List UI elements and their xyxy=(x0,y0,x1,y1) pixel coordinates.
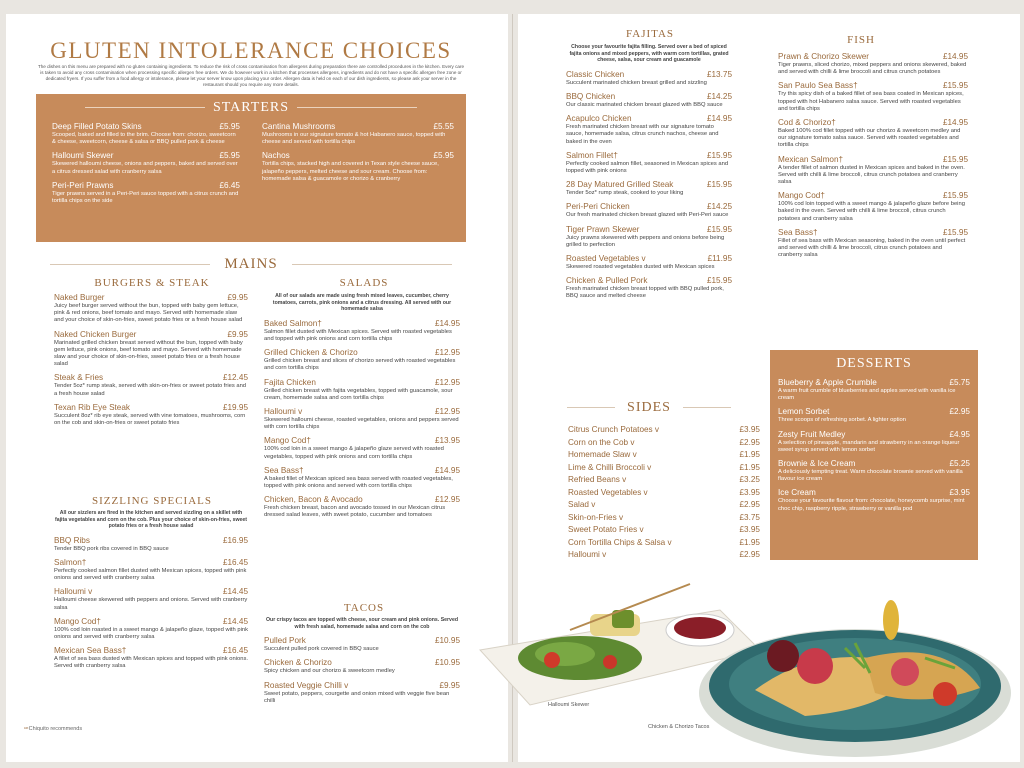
side-item xyxy=(568,449,760,462)
menu-item xyxy=(778,81,968,113)
menu-item xyxy=(566,276,732,300)
menu-item-price: £15.95 xyxy=(706,150,732,160)
tacos-note: Our crispy tacos are topped with cheese, sour cream and pink onions. Served with fresh salad, homemade salsa and corn on the cob xyxy=(266,617,458,630)
salads-title: SALADS xyxy=(339,277,389,289)
desserts-title: DESSERTS xyxy=(836,356,912,371)
menu-item-description: Tiger prawns served in a Peri-Peri sauce topped with a citrus crunch and tortilla chips on the side xyxy=(52,190,239,205)
menu-item-description: Tortilla chips, stacked high and covered in Texan style cheese sauce, jalapeño peppers, melted cheese and sour cream. Choose from: homemade salsa & guacamole or chorizo & cranberry xyxy=(262,161,439,182)
side-item-price: £3.95 xyxy=(739,525,760,534)
fajitas-note: Choose your favourite fajita filling. Served over a bed of spiced fajita onions and mixed peppers, with warm corn tortillas, grated cheese, salsa, sour cream and guacamole xyxy=(569,44,729,64)
menu-item-name: Blueberry & Apple Crumble xyxy=(778,378,877,387)
menu-item-price: £14.45 xyxy=(222,587,248,597)
sides-title: SIDES xyxy=(566,400,732,416)
menu-item-name: BBQ Chicken xyxy=(566,91,616,101)
burgers-column xyxy=(54,293,248,432)
menu-item-price: £12.95 xyxy=(434,348,460,358)
side-item xyxy=(568,474,760,487)
menu-item-description: Succulent marinated chicken breast grilled and sizzling xyxy=(566,79,707,86)
menu-item-name: San Paulo Sea Bass† xyxy=(778,81,858,91)
menu-item xyxy=(778,191,968,223)
side-item-price: £1.95 xyxy=(739,537,760,547)
menu-item-price: £9.95 xyxy=(227,293,248,302)
tacos-column xyxy=(264,617,460,710)
menu-item xyxy=(262,151,454,183)
menu-item xyxy=(264,319,460,343)
menu-item-name: Mexican Salmon† xyxy=(778,154,844,164)
menu-item-name: Roasted Veggie Chilli v xyxy=(264,680,349,690)
menu-item-name: Halloumi Skewer xyxy=(52,151,114,161)
side-item xyxy=(568,512,760,525)
menu-item xyxy=(566,92,732,109)
menu-item-name: BBQ Ribs xyxy=(54,535,90,545)
menu-item-price: £14.95 xyxy=(706,114,732,124)
chiquito-recommends-note: ✑ Chiquito recommends xyxy=(24,726,82,732)
menu-item-name: Peri-Peri Chicken xyxy=(566,202,630,212)
menu-item-description: Our classic marinated chicken breast glazed with BBQ sauce xyxy=(566,101,723,108)
fish-title: FISH xyxy=(847,34,875,46)
menu-item-description: Grilled chicken breast with fajita vegetables, topped with guacamole, sour cream, homemade salsa and corn tortilla chips xyxy=(264,387,453,401)
menu-item-price: £5.95 xyxy=(433,151,454,161)
side-item-price: £2.95 xyxy=(739,500,760,509)
menu-item xyxy=(264,636,460,653)
menu-item-name: Zesty Fruit Medley xyxy=(778,429,846,439)
menu-item-description: Perfectly cooked salmon fillet dusted with Mexican spices, topped with pink onions and served with cranberry salsa xyxy=(54,567,247,582)
menu-item-name: Mango Cod† xyxy=(778,191,825,201)
side-item-price: £1.95 xyxy=(739,462,760,472)
menu-item-description: A deliciously tempting treat. Warm chocolate brownie served with vanilla flavour ice cream xyxy=(778,469,963,483)
menu-item-price: £16.95 xyxy=(222,535,248,545)
menu-item-name: Deep Filled Potato Skins xyxy=(52,122,142,131)
menu-item-name: Mexican Sea Bass† xyxy=(54,646,127,656)
menu-item xyxy=(566,114,732,146)
menu-item-price: £15.95 xyxy=(942,227,968,237)
menu-item xyxy=(778,488,970,512)
menu-item-description: Baked 100% cod fillet topped with our chorizo & sweetcorn medley and our signature tomato salsa sauce. Served with roasted vegetables and tortilla chips xyxy=(778,128,961,149)
chicken-chorizo-tacos-photo xyxy=(695,598,1015,760)
menu-item-price: £16.45 xyxy=(222,557,248,567)
menu-item-name: Classic Chicken xyxy=(566,69,625,79)
menu-item-description: Try this spicy dish of a baked fillet of sea bass coated in Mexican spices, topped with hot Habanero salsa sauce. Served with roasted vegetables and tortilla chips xyxy=(778,91,964,112)
menu-item xyxy=(54,330,248,369)
menu-item-name: Roasted Vegetables v xyxy=(566,254,646,264)
menu-item-description: Fresh marinated chicken breast with our signature tomato sauce, homemade salsa, citrus crunch nachos, cheese and baked in the oven xyxy=(566,124,719,145)
menu-item-name: Chicken & Chorizo xyxy=(264,658,332,668)
menu-item-price: £10.95 xyxy=(434,658,460,668)
menu-item xyxy=(264,466,460,490)
menu-item xyxy=(264,378,460,402)
menu-item-name: Acapulco Chicken xyxy=(566,114,632,124)
menu-item-price: £15.95 xyxy=(942,81,968,91)
menu-item-description: Skewered roasted vegetables dusted with Mexican spices xyxy=(566,264,715,271)
menu-item xyxy=(566,225,732,249)
menu-item xyxy=(566,254,732,271)
menu-item-description: A tender fillet of salmon dusted in Mexican spices and baked in the oven. Served with chilli & lime broccoli, citrus crunch potatoes and cranberry salsa xyxy=(778,164,965,186)
sides-column xyxy=(568,424,760,562)
menu-item-description: Sweet potato, peppers, courgette and onion mixed with veggie five bean chilli xyxy=(264,690,450,704)
menu-item-price: £15.95 xyxy=(706,180,732,190)
menu-item xyxy=(778,118,968,150)
menu-item xyxy=(54,617,248,641)
menu-item-price: £14.25 xyxy=(706,202,732,212)
menu-item-name: Mango Cod† xyxy=(264,436,311,446)
menu-item-price: £14.25 xyxy=(706,91,732,101)
menu-item-description: A selection of pineapple, mandarin and strawberry in an orange liqueur sweet syrup served with lemon sorbet xyxy=(778,439,960,453)
menu-item-price: £15.95 xyxy=(942,154,968,164)
side-item xyxy=(568,524,760,537)
menu-item xyxy=(54,403,248,427)
menu-item-name: 28 Day Matured Grilled Steak xyxy=(566,180,674,190)
menu-item-description: Fresh chicken breast, bacon and avocado tossed in our Mexican citrus dressed salad leaves, with sweet potato, cucumber and tomatoes xyxy=(264,505,446,519)
menu-item-description: Juicy beef burger served without the bun, topped with baby gem lettuce, pink & red onions, beef tomato and mayo. Served with homemade slaw and your choice of skin-on-fries, sweet potato fries or a fresh house salad xyxy=(54,303,243,324)
menu-intro: The dishes on this menu are prepared with no gluten containing ingredients. To reduce the risk of cross contamination from allergens during preparation there are controlled procedures in the kitchen. Every care is taken to avoid any cross contamination when processing specific allergen free orders. We do however work in a kitchen that processes allergens, ingredients and do not have a specific allergen free zone or dedicated fryers. If you suffer from a food allergy or intolerance, please let your server know upon placing your order. Allergen data is held on each of our dish ingredients, so please ask your server in the restaurant should you require any more details. xyxy=(37,64,465,87)
menu-item-name: Brownie & Ice Cream xyxy=(778,459,856,469)
menu-item-name: Steak & Fries xyxy=(54,373,104,383)
menu-item xyxy=(54,558,248,582)
starters-title: STARTERS xyxy=(36,100,466,116)
menu-item xyxy=(264,658,460,675)
side-item-name: Roasted Vegetables v xyxy=(568,487,648,497)
menu-item-price: £10.95 xyxy=(434,636,460,646)
tacos-title: TACOS xyxy=(343,602,385,614)
menu-item xyxy=(52,151,240,175)
menu-item-name: Salmon† xyxy=(54,557,87,567)
menu-item-description: A fillet of sea bass dusted with Mexican spices and topped with pink onions. Served with cranberry salsa xyxy=(54,656,248,670)
menu-title: GLUTEN INTOLERANCE CHOICES xyxy=(50,38,452,63)
menu-item-price: £15.95 xyxy=(706,276,732,286)
menu-item-price: £13.75 xyxy=(706,69,732,79)
menu-item-name: Tiger Prawn Skewer xyxy=(566,224,640,234)
menu-item-description: Tender 5oz* rump steak, cooked to your liking xyxy=(566,190,684,197)
menu-item xyxy=(54,293,248,325)
menu-item xyxy=(566,202,732,219)
menu-item-description: A baked fillet of Mexican spiced sea bass served with roasted vegetables, topped with pink onions and served with corn tortilla chips xyxy=(264,475,453,490)
menu-item-name: Halloumi v xyxy=(54,587,93,597)
starters-left-column xyxy=(52,122,240,210)
menu-item-name: Sea Bass† xyxy=(778,227,818,237)
menu-item-name: Lemon Sorbet xyxy=(778,407,830,417)
menu-item-name: Chicken, Bacon & Avocado xyxy=(264,495,363,505)
menu-item-description: Our fresh marinated chicken breast glazed with Peri-Peri sauce xyxy=(566,212,729,219)
menu-item xyxy=(264,407,460,431)
menu-item-price: £2.95 xyxy=(949,407,970,417)
sizzling-title: SIZZLING SPECIALS xyxy=(92,495,212,507)
menu-item-description: Scooped, baked and filled to the brim. Choose from: chorizo, sweetcorn & cheese, sweetcorn, cheese & salsa or BBQ pulled pork & cheese xyxy=(52,132,236,146)
menu-item-name: Grilled Chicken & Chorizo xyxy=(264,348,358,358)
menu-item xyxy=(264,681,460,705)
menu-item-description: Salmon fillet dusted with Mexican spices. Served with roasted vegetables and topped with pink onions and corn tortilla chips xyxy=(264,328,452,342)
salads-note: All of our salads are made using fresh mixed leaves, cucumber, cherry tomatoes, carrots, pink onions and a citrus dressing. All served with our homemade salsa xyxy=(272,293,452,313)
menu-item-price: £5.25 xyxy=(949,459,970,469)
menu-item-name: Cod & Chorizo† xyxy=(778,118,836,128)
menu-item-name: Peri-Peri Prawns xyxy=(52,180,114,190)
burgers-title: BURGERS & STEAK xyxy=(94,277,210,289)
side-item-name: Refried Beans v xyxy=(568,475,627,484)
menu-item-description: Spicy chicken and our chorizo & sweetcorn medley xyxy=(264,668,395,675)
menu-item xyxy=(566,151,732,175)
sizzling-column xyxy=(54,510,248,676)
side-item xyxy=(568,549,760,562)
side-item-name: Salad v xyxy=(568,500,596,509)
menu-item-description: 100% cod loin topped with a sweet mango & jalapeño glaze before being baked in the oven. Served with chilli & lime broccoli, citrus crunch potatoes and cranberry salsa xyxy=(778,201,965,222)
menu-item-price: £15.95 xyxy=(942,191,968,201)
side-item-name: Skin-on-Fries v xyxy=(568,512,624,522)
menu-item-name: Naked Burger xyxy=(54,293,105,302)
menu-item-description: 100% cod loin roasted in a sweet mango & jalapeño glaze, topped with pink onions and served with cranberry salsa xyxy=(54,626,249,640)
menu-item-price: £15.95 xyxy=(706,224,732,234)
side-item xyxy=(568,487,760,500)
menu-item-name: Baked Salmon† xyxy=(264,318,322,328)
menu-item-price: £14.95 xyxy=(942,118,968,128)
menu-item-description: Skewered halloumi cheese, roasted vegetables, onions and peppers served with corn tortilla chips xyxy=(264,417,459,431)
menu-item xyxy=(264,436,460,460)
menu-item-price: £11.95 xyxy=(707,254,732,264)
side-item-price: £1.95 xyxy=(739,450,760,459)
menu-item xyxy=(264,348,460,372)
side-item xyxy=(568,437,760,450)
menu-item xyxy=(264,495,460,519)
menu-item-price: £9.95 xyxy=(227,329,248,339)
menu-item-description: Tender BBQ pork ribs covered in BBQ sauce xyxy=(54,545,169,552)
fajitas-column xyxy=(566,44,732,306)
menu-item-description: Succulent 8oz* rib eye steak, served with vine tomatoes, mushrooms, corn on the cob and skin-on-fries or sweet potato fries xyxy=(54,412,246,427)
menu-item-description: Skewered halloumi cheese, onions and peppers, baked and served over a citrus dressed salad with cranberry salsa xyxy=(52,161,238,175)
menu-item xyxy=(262,122,454,146)
tacos-caption: Chicken & Chorizo Tacos xyxy=(648,724,710,730)
menu-item-price: £19.95 xyxy=(222,402,248,412)
menu-item-price: £5.95 xyxy=(219,151,240,161)
menu-item-description: 100% cod loin in a sweet mango & jalapeño glaze served with roasted vegetables, topped with pink onions and corn tortilla chips xyxy=(264,446,444,460)
menu-item-price: £12.95 xyxy=(434,495,460,505)
desserts-column xyxy=(778,378,970,518)
menu-item xyxy=(52,122,240,146)
menu-item-description: Marinated grilled chicken breast served without the bun, topped with baby gem lettuce, pink onions, beef tomato and mayo. Served with homemade slaw and your choice of skin-on-fries, sweet potato fries or a fresh house salad xyxy=(54,339,243,368)
menu-item-price: £14.95 xyxy=(434,465,460,475)
side-item xyxy=(568,462,760,475)
side-item-name: Sweet Potato Fries v xyxy=(568,525,644,534)
menu-item xyxy=(778,52,968,76)
side-item-name: Corn Tortilla Chips & Salsa v xyxy=(568,537,672,547)
menu-item xyxy=(778,378,970,402)
menu-item-name: Nachos xyxy=(262,151,290,161)
side-item-name: Lime & Chilli Broccoli v xyxy=(568,462,652,472)
side-item-price: £2.95 xyxy=(739,550,760,559)
menu-item xyxy=(54,646,248,670)
menu-item-name: Ice Cream xyxy=(778,488,816,498)
side-item-name: Corn on the Cob v xyxy=(568,437,635,447)
menu-item-description: Halloumi cheese skewered with peppers and onions. Served with cranberry salsa xyxy=(54,597,248,611)
menu-item xyxy=(54,373,248,397)
menu-item xyxy=(54,536,248,553)
menu-item-name: Sea Bass† xyxy=(264,465,304,475)
side-item-name: Homemade Slaw v xyxy=(568,450,637,459)
menu-item-price: £12.95 xyxy=(434,377,460,387)
menu-item xyxy=(778,459,970,483)
menu-item-price: £12.95 xyxy=(434,407,460,416)
menu-item-price: £14.95 xyxy=(434,318,460,328)
menu-item-price: £4.95 xyxy=(949,429,970,439)
menu-item-description: Succulent pulled pork covered in BBQ sauce xyxy=(264,646,379,653)
menu-item-name: Salmon Fillet† xyxy=(566,150,618,160)
menu-item xyxy=(54,587,248,611)
menu-item-price: £5.95 xyxy=(219,122,240,131)
menu-item xyxy=(52,181,240,205)
menu-item xyxy=(778,407,970,424)
side-item xyxy=(568,424,760,437)
menu-item xyxy=(778,228,968,260)
side-item-name: Halloumi v xyxy=(568,550,607,559)
menu-item-description: Choose your favourite flavour from: chocolate, honeycomb surprise, mint choc chip, raspberry ripple, strawberry or vanilla pod xyxy=(778,498,965,512)
fajitas-title: FAJITAS xyxy=(625,28,675,40)
menu-item-name: Cantina Mushrooms xyxy=(262,122,336,131)
desserts-panel xyxy=(770,350,978,560)
mains-title: MAINS xyxy=(36,256,466,273)
menu-item-price: £5.75 xyxy=(949,378,970,387)
menu-item-price: £13.95 xyxy=(434,436,460,446)
starters-right-column xyxy=(262,122,454,188)
menu-item-description: Tender 5oz* rump steak, served with skin-on-fries or sweet potato fries and a fresh house salad xyxy=(54,383,247,397)
menu-item-price: £16.45 xyxy=(222,646,248,656)
menu-item-price: £14.45 xyxy=(222,616,248,626)
fish-column xyxy=(778,52,968,264)
menu-item-description: Tiger prawns, sliced chorizo, mixed peppers and onions skewered, baked and served with chilli & lime broccoli and citrus crunch potatoes xyxy=(778,62,967,76)
side-item-price: £3.25 xyxy=(739,475,760,484)
side-item xyxy=(568,499,760,512)
menu-item-price: £12.45 xyxy=(222,373,248,383)
menu-item-price: £6.45 xyxy=(219,180,240,190)
starters-panel xyxy=(36,94,466,242)
menu-item-description: Mushrooms in our signature tomato & hot Habanero sauce, topped with cheese and served with tortilla chips xyxy=(262,132,446,146)
menu-item xyxy=(778,430,970,454)
menu-item-price: £5.55 xyxy=(433,122,454,131)
menu-item-name: Prawn & Chorizo Skewer xyxy=(778,52,870,61)
menu-item-description: Juicy prawns skewered with peppers and onions before being grilled to perfection xyxy=(566,234,725,248)
side-item-price: £3.75 xyxy=(739,512,760,522)
menu-item-description: Perfectly cooked salmon fillet, seasoned in Mexican spices and topped with pink onions xyxy=(566,160,729,174)
menu-item xyxy=(778,155,968,187)
menu-item xyxy=(566,70,732,87)
menu-item-price: £3.95 xyxy=(949,488,970,498)
menu-item-name: Fajita Chicken xyxy=(264,377,316,387)
menu-item-name: Texan Rib Eye Steak xyxy=(54,402,131,412)
menu-item-name: Mango Cod† xyxy=(54,616,101,626)
menu-item-description: Fillet of sea bass with Mexican seasoning, baked in the oven until perfect and served with chilli & lime broccoli, citrus crunch potatoes and cranberry salsa xyxy=(778,237,966,259)
menu-item-name: Chicken & Pulled Pork xyxy=(566,276,648,286)
side-item-price: £3.95 xyxy=(739,425,760,434)
menu-item-description: Grilled chicken breast and slices of chorizo served with roasted vegetables and corn tortilla chips xyxy=(264,358,456,372)
menu-item-description: A warm fruit crumble of blueberries and apples served with vanilla ice cream xyxy=(778,388,956,402)
menu-item-name: Pulled Pork xyxy=(264,636,306,646)
menu-item-name: Naked Chicken Burger xyxy=(54,329,137,339)
menu-item-description: Fresh marinated chicken breast topped with BBQ pulled pork, BBQ sauce and melted cheese xyxy=(566,286,724,300)
menu-item-description: Three scoops of refreshing sorbet. A lighter option xyxy=(778,417,906,424)
side-item-name: Citrus Crunch Potatoes v xyxy=(568,425,660,434)
side-item xyxy=(568,537,760,550)
menu-item-name: Halloumi v xyxy=(264,407,303,416)
menu-item-price: £9.95 xyxy=(439,680,460,690)
menu-item xyxy=(566,180,732,197)
side-item-price: £3.95 xyxy=(739,487,760,497)
halloumi-skewer-caption: Halloumi Skewer xyxy=(548,702,590,708)
menu-item-price: £14.95 xyxy=(942,52,968,61)
side-item-price: £2.95 xyxy=(739,437,760,447)
sizzling-note: All our sizzlers are fired in the kitchen and served sizzling on a skillet with fajita vegetables and corn on the cob. Plus your choice of skin-on-fries, sweet potato fries or a fresh house salad xyxy=(55,510,247,530)
salads-column xyxy=(264,293,460,525)
